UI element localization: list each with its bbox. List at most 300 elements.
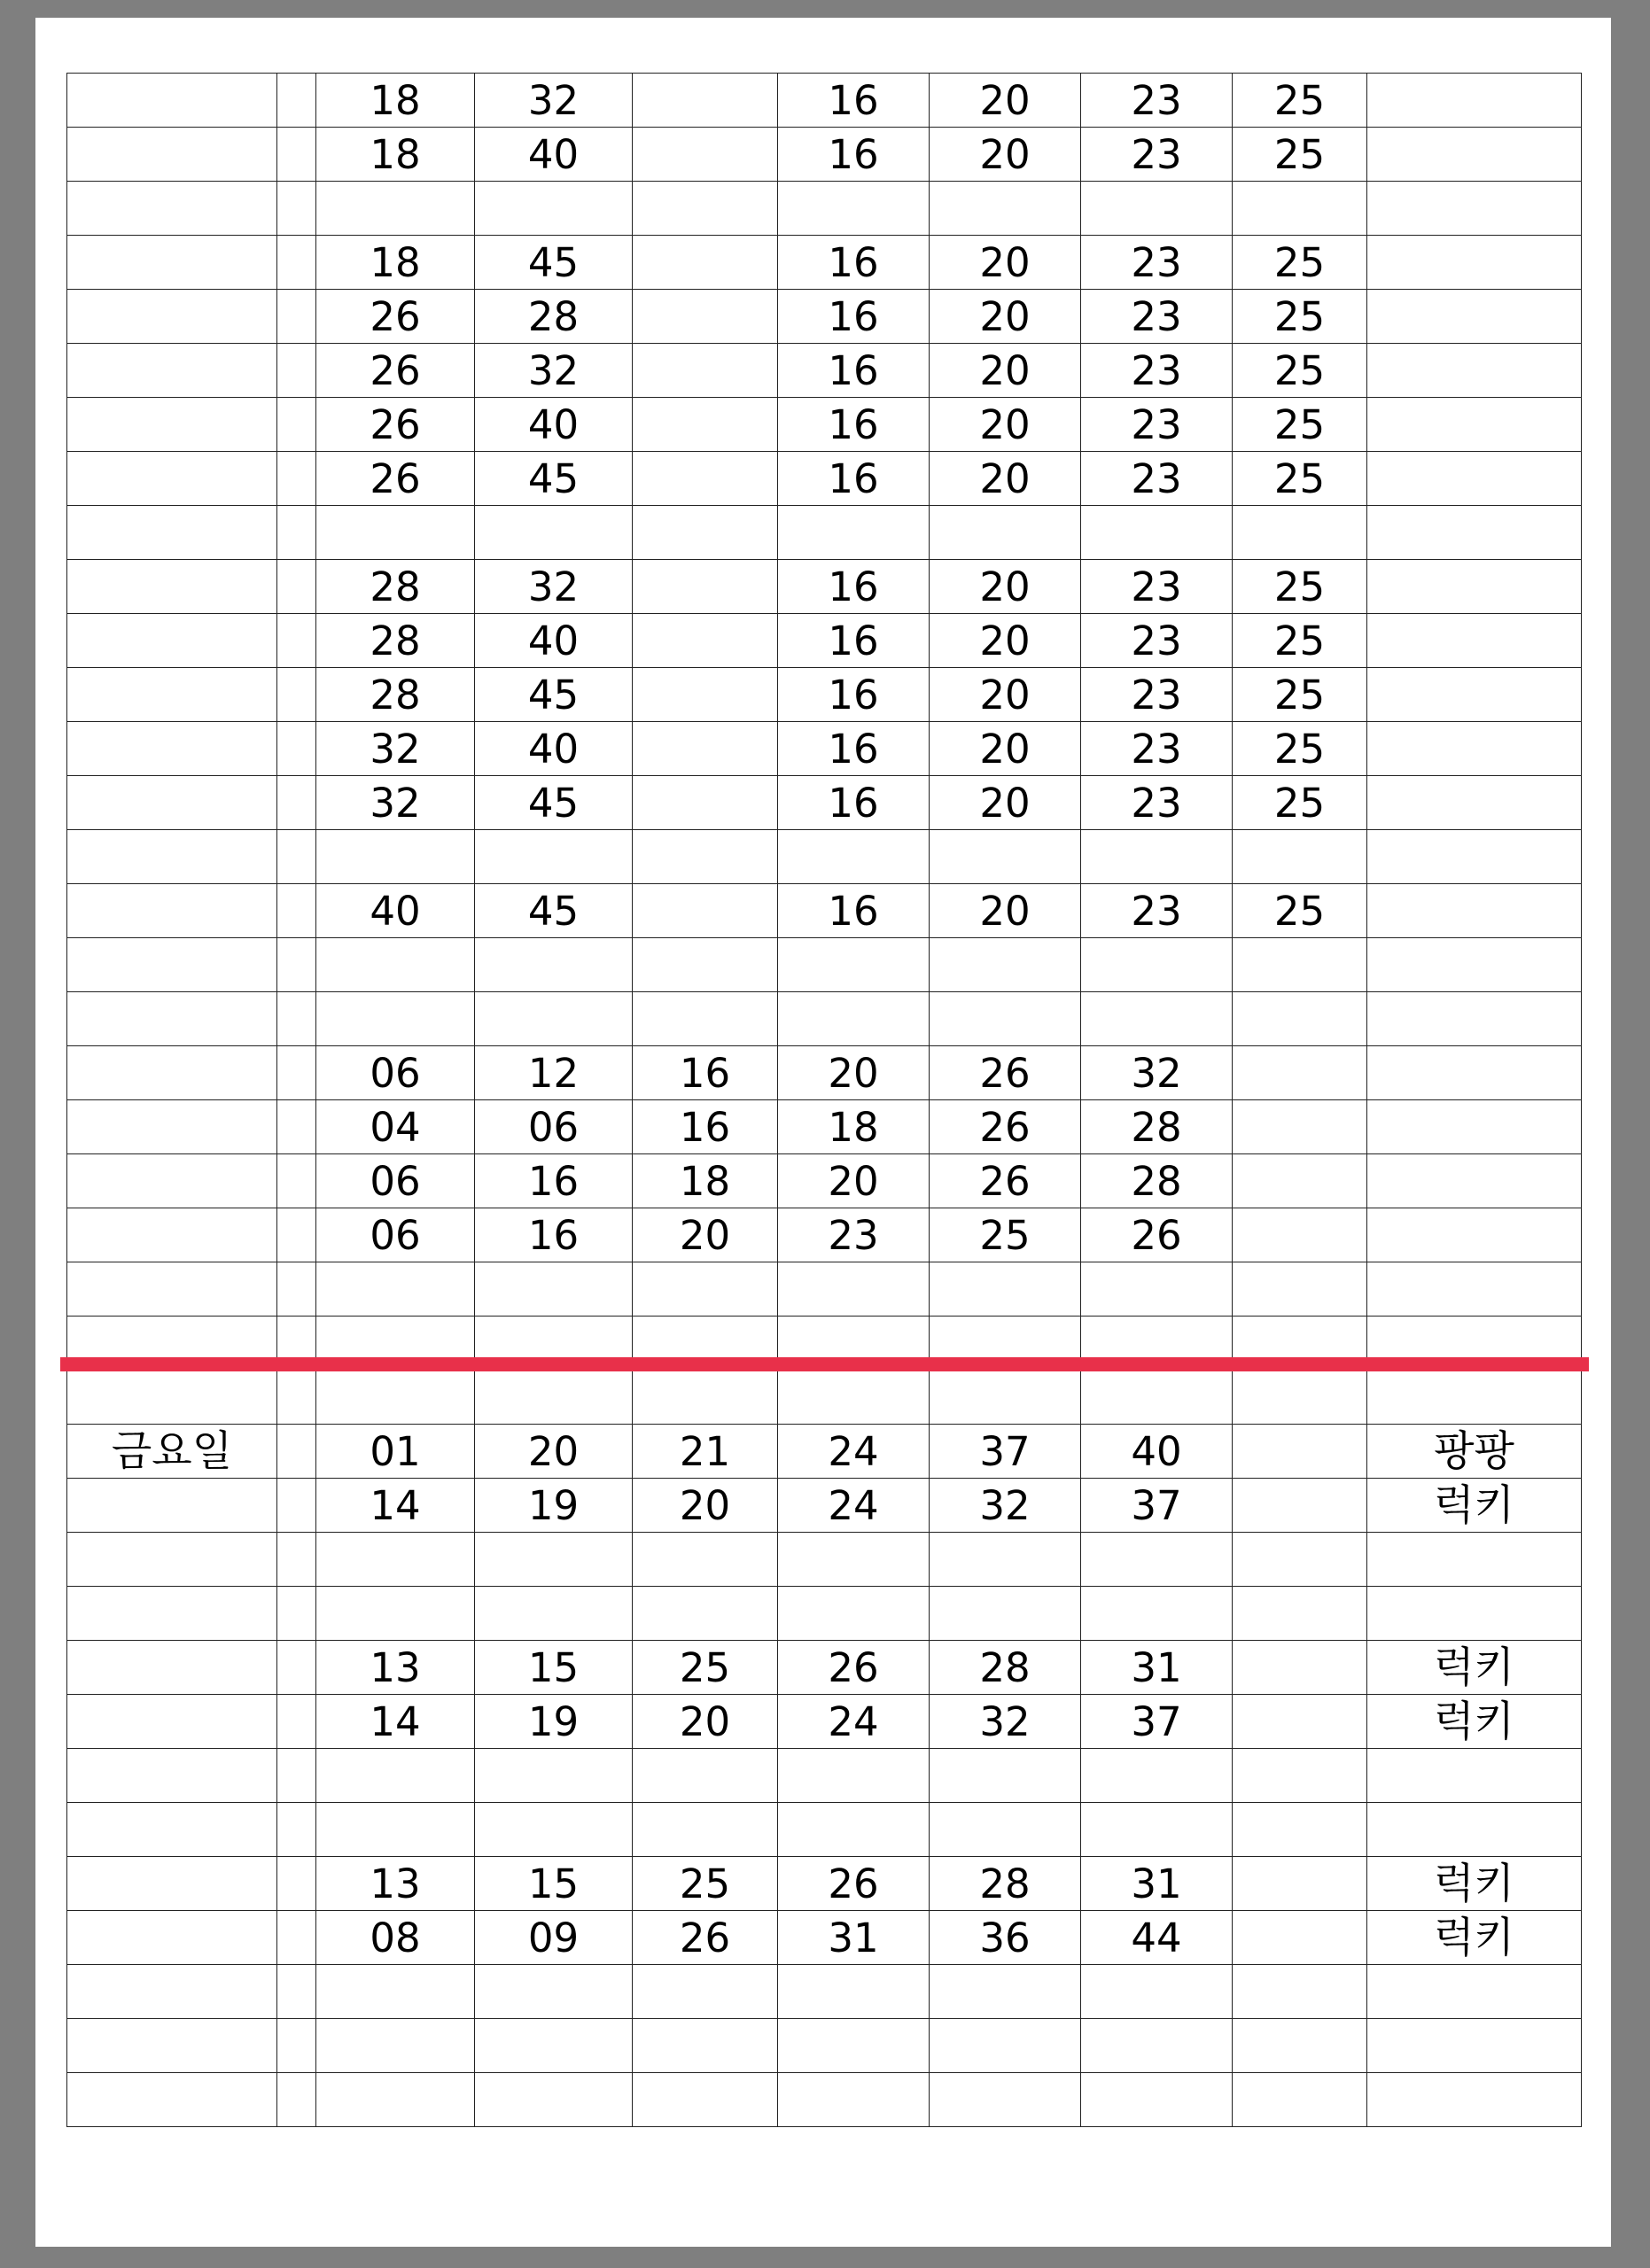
row-label bbox=[67, 884, 277, 938]
number-cell bbox=[930, 2073, 1081, 2127]
number-cell bbox=[633, 938, 778, 992]
table-row bbox=[67, 1208, 1582, 1262]
row-note: 럭키 bbox=[1367, 1641, 1582, 1695]
row-label bbox=[67, 1641, 277, 1695]
row-note bbox=[1367, 668, 1582, 722]
number-cell: 40 bbox=[475, 722, 633, 776]
number-cell: 20 bbox=[930, 776, 1081, 830]
table-row bbox=[67, 452, 1582, 506]
number-cell bbox=[633, 884, 778, 938]
number-cell bbox=[475, 1371, 633, 1425]
spacer-cell bbox=[277, 1857, 316, 1911]
table-row bbox=[67, 992, 1582, 1046]
number-cell bbox=[633, 236, 778, 290]
number-cell: 08 bbox=[316, 1911, 475, 1965]
spacer-cell bbox=[277, 506, 316, 560]
number-cell: 25 bbox=[1233, 614, 1367, 668]
table-row bbox=[67, 1965, 1582, 2019]
number-cell bbox=[475, 2073, 633, 2127]
table-row bbox=[67, 74, 1582, 128]
number-cell: 25 bbox=[1233, 398, 1367, 452]
number-cell bbox=[316, 1587, 475, 1641]
number-cell: 26 bbox=[930, 1046, 1081, 1100]
number-cell bbox=[930, 1965, 1081, 2019]
spacer-cell bbox=[277, 1046, 316, 1100]
number-cell bbox=[633, 1803, 778, 1857]
number-cell bbox=[778, 1262, 930, 1317]
row-note: 럭키 bbox=[1367, 1857, 1582, 1911]
number-cell bbox=[1233, 1587, 1367, 1641]
table-row bbox=[67, 1533, 1582, 1587]
number-cell: 23 bbox=[1081, 560, 1233, 614]
number-cell: 13 bbox=[316, 1857, 475, 1911]
number-cell: 25 bbox=[1233, 128, 1367, 182]
number-cell bbox=[633, 722, 778, 776]
number-cell: 16 bbox=[778, 452, 930, 506]
number-cell: 20 bbox=[930, 128, 1081, 182]
number-cell bbox=[475, 506, 633, 560]
number-cell: 23 bbox=[1081, 884, 1233, 938]
number-cell bbox=[633, 74, 778, 128]
table-row bbox=[67, 1479, 1582, 1533]
number-cell: 28 bbox=[1081, 1154, 1233, 1208]
number-cell bbox=[778, 2073, 930, 2127]
number-cell bbox=[1081, 506, 1233, 560]
number-cell bbox=[475, 938, 633, 992]
spacer-cell bbox=[277, 1100, 316, 1154]
number-cell bbox=[475, 1965, 633, 2019]
number-cell bbox=[316, 1749, 475, 1803]
row-note bbox=[1367, 290, 1582, 344]
row-note bbox=[1367, 74, 1582, 128]
number-cell: 24 bbox=[778, 1425, 930, 1479]
number-cell: 16 bbox=[475, 1208, 633, 1262]
number-cell bbox=[633, 1533, 778, 1587]
row-label bbox=[67, 74, 277, 128]
number-cell: 26 bbox=[316, 290, 475, 344]
table-row bbox=[67, 1154, 1582, 1208]
number-cell bbox=[1233, 992, 1367, 1046]
row-label bbox=[67, 1911, 277, 1965]
number-cell: 44 bbox=[1081, 1911, 1233, 1965]
row-note bbox=[1367, 1965, 1582, 2019]
number-cell bbox=[316, 1533, 475, 1587]
number-cell bbox=[778, 1371, 930, 1425]
number-cell bbox=[1233, 1479, 1367, 1533]
row-note bbox=[1367, 1533, 1582, 1587]
number-cell: 06 bbox=[475, 1100, 633, 1154]
spacer-cell bbox=[277, 884, 316, 938]
spacer-cell bbox=[277, 992, 316, 1046]
number-cell bbox=[633, 128, 778, 182]
number-cell bbox=[1081, 938, 1233, 992]
row-label bbox=[67, 1208, 277, 1262]
table-row bbox=[67, 506, 1582, 560]
row-note: 럭키 bbox=[1367, 1695, 1582, 1749]
number-cell: 45 bbox=[475, 776, 633, 830]
number-cell bbox=[930, 1371, 1081, 1425]
number-cell bbox=[1233, 1749, 1367, 1803]
number-cell: 25 bbox=[1233, 560, 1367, 614]
spacer-cell bbox=[277, 236, 316, 290]
number-cell: 23 bbox=[1081, 668, 1233, 722]
table-row bbox=[67, 1371, 1582, 1425]
row-note bbox=[1367, 398, 1582, 452]
row-note bbox=[1367, 1154, 1582, 1208]
number-cell bbox=[1081, 1587, 1233, 1641]
number-cell: 40 bbox=[475, 398, 633, 452]
number-cell bbox=[1233, 1100, 1367, 1154]
row-label bbox=[67, 1857, 277, 1911]
number-cell: 13 bbox=[316, 1641, 475, 1695]
number-cell: 45 bbox=[475, 884, 633, 938]
row-note bbox=[1367, 1100, 1582, 1154]
number-cell bbox=[1081, 992, 1233, 1046]
row-note bbox=[1367, 884, 1582, 938]
row-note: 팡팡 bbox=[1367, 1425, 1582, 1479]
number-cell: 25 bbox=[1233, 74, 1367, 128]
spacer-cell bbox=[277, 1587, 316, 1641]
number-cell bbox=[475, 182, 633, 236]
number-cell bbox=[778, 992, 930, 1046]
number-cell: 20 bbox=[778, 1154, 930, 1208]
number-cell: 16 bbox=[778, 290, 930, 344]
table-row bbox=[67, 614, 1582, 668]
number-cell bbox=[1233, 1695, 1367, 1749]
number-cell: 31 bbox=[778, 1911, 930, 1965]
number-cell: 20 bbox=[930, 398, 1081, 452]
row-note bbox=[1367, 2073, 1582, 2127]
spacer-cell bbox=[277, 74, 316, 128]
number-cell bbox=[475, 2019, 633, 2073]
row-label: 금요일 bbox=[67, 1425, 277, 1479]
number-cell bbox=[633, 344, 778, 398]
number-cell bbox=[1233, 1046, 1367, 1100]
number-cell bbox=[778, 1587, 930, 1641]
number-cell: 32 bbox=[475, 74, 633, 128]
number-cell: 23 bbox=[1081, 74, 1233, 128]
row-label bbox=[67, 938, 277, 992]
row-label bbox=[67, 1100, 277, 1154]
spacer-cell bbox=[277, 938, 316, 992]
number-cell: 26 bbox=[316, 398, 475, 452]
table-row bbox=[67, 1857, 1582, 1911]
number-cell: 25 bbox=[1233, 722, 1367, 776]
spacer-cell bbox=[277, 722, 316, 776]
number-cell: 32 bbox=[316, 776, 475, 830]
number-cell bbox=[1233, 1371, 1367, 1425]
number-cell bbox=[633, 452, 778, 506]
number-cell: 20 bbox=[930, 344, 1081, 398]
number-cell bbox=[633, 560, 778, 614]
spacer-cell bbox=[277, 1371, 316, 1425]
number-cell: 16 bbox=[778, 668, 930, 722]
row-label bbox=[67, 2019, 277, 2073]
section-divider bbox=[60, 1357, 1589, 1371]
row-note bbox=[1367, 830, 1582, 884]
number-cell bbox=[1233, 1154, 1367, 1208]
number-cell: 20 bbox=[930, 452, 1081, 506]
number-cell: 20 bbox=[633, 1208, 778, 1262]
number-cell: 23 bbox=[1081, 398, 1233, 452]
number-cell bbox=[1233, 182, 1367, 236]
number-cell bbox=[316, 506, 475, 560]
number-cell: 40 bbox=[475, 128, 633, 182]
row-label bbox=[67, 398, 277, 452]
spacer-cell bbox=[277, 182, 316, 236]
number-cell bbox=[1233, 1911, 1367, 1965]
table-row bbox=[67, 1749, 1582, 1803]
row-note bbox=[1367, 1046, 1582, 1100]
number-cell: 16 bbox=[778, 884, 930, 938]
number-cell bbox=[633, 506, 778, 560]
row-note bbox=[1367, 776, 1582, 830]
number-cell: 31 bbox=[1081, 1641, 1233, 1695]
spacer-cell bbox=[277, 560, 316, 614]
row-label bbox=[67, 344, 277, 398]
table-row bbox=[67, 830, 1582, 884]
number-cell: 14 bbox=[316, 1479, 475, 1533]
number-cell bbox=[1233, 1208, 1367, 1262]
number-cell bbox=[633, 1587, 778, 1641]
number-cell bbox=[633, 1371, 778, 1425]
number-cell: 25 bbox=[930, 1208, 1081, 1262]
number-cell: 20 bbox=[930, 290, 1081, 344]
spacer-cell bbox=[277, 1262, 316, 1317]
spacer-cell bbox=[277, 1479, 316, 1533]
spacer-cell bbox=[277, 2019, 316, 2073]
row-note bbox=[1367, 1371, 1582, 1425]
number-cell bbox=[475, 1533, 633, 1587]
number-cell bbox=[316, 2019, 475, 2073]
number-cell bbox=[1233, 506, 1367, 560]
row-label bbox=[67, 236, 277, 290]
spacer-cell bbox=[277, 614, 316, 668]
row-label bbox=[67, 722, 277, 776]
row-note bbox=[1367, 1587, 1582, 1641]
number-cell bbox=[778, 1965, 930, 2019]
spacer-cell bbox=[277, 1425, 316, 1479]
spacer-cell bbox=[277, 1695, 316, 1749]
spacer-cell bbox=[277, 1749, 316, 1803]
number-cell: 01 bbox=[316, 1425, 475, 1479]
number-cell: 37 bbox=[1081, 1695, 1233, 1749]
row-label bbox=[67, 1695, 277, 1749]
number-cell: 16 bbox=[633, 1100, 778, 1154]
number-cell bbox=[930, 938, 1081, 992]
row-note bbox=[1367, 506, 1582, 560]
table-row bbox=[67, 2019, 1582, 2073]
number-cell bbox=[1233, 1965, 1367, 2019]
number-cell: 23 bbox=[1081, 722, 1233, 776]
number-cell: 16 bbox=[475, 1154, 633, 1208]
number-cell bbox=[1233, 2019, 1367, 2073]
number-cell bbox=[475, 1749, 633, 1803]
spacer-cell bbox=[277, 830, 316, 884]
number-cell bbox=[633, 290, 778, 344]
number-cell: 32 bbox=[475, 344, 633, 398]
number-cell: 21 bbox=[633, 1425, 778, 1479]
number-cell bbox=[778, 182, 930, 236]
row-note bbox=[1367, 992, 1582, 1046]
number-cell bbox=[930, 1749, 1081, 1803]
table-row bbox=[67, 722, 1582, 776]
row-label bbox=[67, 1749, 277, 1803]
row-label bbox=[67, 776, 277, 830]
number-cell: 20 bbox=[633, 1695, 778, 1749]
row-label bbox=[67, 452, 277, 506]
number-cell bbox=[633, 776, 778, 830]
number-cell bbox=[1233, 1641, 1367, 1695]
row-label bbox=[67, 1965, 277, 2019]
number-cell bbox=[1233, 1425, 1367, 1479]
number-cell: 14 bbox=[316, 1695, 475, 1749]
spacer-cell bbox=[277, 668, 316, 722]
row-note: 럭키 bbox=[1367, 1479, 1582, 1533]
number-cell bbox=[633, 1965, 778, 2019]
table-row bbox=[67, 1046, 1582, 1100]
number-cell: 16 bbox=[778, 560, 930, 614]
number-cell: 26 bbox=[778, 1857, 930, 1911]
number-cell: 23 bbox=[1081, 344, 1233, 398]
number-cell bbox=[475, 830, 633, 884]
spacer-cell bbox=[277, 1911, 316, 1965]
row-note bbox=[1367, 128, 1582, 182]
row-label bbox=[67, 1479, 277, 1533]
spacer-cell bbox=[277, 1641, 316, 1695]
row-note bbox=[1367, 2019, 1582, 2073]
row-label bbox=[67, 560, 277, 614]
number-cell: 31 bbox=[1081, 1857, 1233, 1911]
table-row bbox=[67, 668, 1582, 722]
number-cell: 25 bbox=[633, 1641, 778, 1695]
number-cell bbox=[1233, 1803, 1367, 1857]
number-cell bbox=[930, 992, 1081, 1046]
number-cell: 25 bbox=[1233, 884, 1367, 938]
number-cell: 16 bbox=[778, 398, 930, 452]
number-cell bbox=[316, 1371, 475, 1425]
number-cell: 19 bbox=[475, 1479, 633, 1533]
number-cell bbox=[930, 2019, 1081, 2073]
number-cell: 16 bbox=[778, 236, 930, 290]
row-label bbox=[67, 614, 277, 668]
number-cell: 18 bbox=[633, 1154, 778, 1208]
table-row bbox=[67, 884, 1582, 938]
spacer-cell bbox=[277, 452, 316, 506]
number-cell: 20 bbox=[930, 560, 1081, 614]
number-cell: 28 bbox=[930, 1857, 1081, 1911]
number-cell: 26 bbox=[778, 1641, 930, 1695]
number-cell bbox=[930, 1587, 1081, 1641]
row-note bbox=[1367, 614, 1582, 668]
number-cell bbox=[316, 2073, 475, 2127]
row-label bbox=[67, 506, 277, 560]
number-cell: 18 bbox=[778, 1100, 930, 1154]
row-label bbox=[67, 1533, 277, 1587]
spacer-cell bbox=[277, 398, 316, 452]
number-cell bbox=[475, 1803, 633, 1857]
number-cell: 25 bbox=[1233, 290, 1367, 344]
row-note bbox=[1367, 560, 1582, 614]
number-cell bbox=[633, 992, 778, 1046]
number-cell: 26 bbox=[316, 452, 475, 506]
number-cell: 20 bbox=[778, 1046, 930, 1100]
number-cell bbox=[1081, 1965, 1233, 2019]
number-cell bbox=[778, 938, 930, 992]
table-row bbox=[67, 398, 1582, 452]
number-cell: 16 bbox=[778, 74, 930, 128]
number-cell bbox=[1081, 2019, 1233, 2073]
number-cell: 32 bbox=[475, 560, 633, 614]
table-row bbox=[67, 938, 1582, 992]
row-label bbox=[67, 1262, 277, 1317]
number-cell bbox=[1081, 1803, 1233, 1857]
spacer-cell bbox=[277, 1208, 316, 1262]
number-cell: 28 bbox=[316, 614, 475, 668]
number-cell: 37 bbox=[1081, 1479, 1233, 1533]
number-cell: 20 bbox=[475, 1425, 633, 1479]
number-cell bbox=[930, 1803, 1081, 1857]
row-note bbox=[1367, 938, 1582, 992]
number-cell: 25 bbox=[633, 1857, 778, 1911]
number-cell bbox=[633, 182, 778, 236]
number-cell: 23 bbox=[1081, 236, 1233, 290]
number-cell bbox=[316, 182, 475, 236]
table-row bbox=[67, 1262, 1582, 1317]
spacer-cell bbox=[277, 1154, 316, 1208]
spacer-cell bbox=[277, 290, 316, 344]
number-cell: 16 bbox=[633, 1046, 778, 1100]
number-cell: 09 bbox=[475, 1911, 633, 1965]
number-cell: 26 bbox=[1081, 1208, 1233, 1262]
number-cell: 25 bbox=[1233, 236, 1367, 290]
number-cell: 23 bbox=[1081, 290, 1233, 344]
number-cell: 45 bbox=[475, 236, 633, 290]
number-cell bbox=[1233, 830, 1367, 884]
row-label bbox=[67, 992, 277, 1046]
number-cell: 06 bbox=[316, 1046, 475, 1100]
number-cell bbox=[1081, 1749, 1233, 1803]
number-cell: 40 bbox=[316, 884, 475, 938]
number-cell bbox=[633, 614, 778, 668]
number-cell: 28 bbox=[316, 560, 475, 614]
table-row bbox=[67, 1803, 1582, 1857]
table-row bbox=[67, 182, 1582, 236]
row-label bbox=[67, 2073, 277, 2127]
number-cell: 23 bbox=[1081, 452, 1233, 506]
number-cell bbox=[633, 398, 778, 452]
number-cell: 19 bbox=[475, 1695, 633, 1749]
number-cell: 25 bbox=[1233, 776, 1367, 830]
table-row bbox=[67, 776, 1582, 830]
number-cell: 32 bbox=[930, 1479, 1081, 1533]
number-cell: 32 bbox=[930, 1695, 1081, 1749]
table-row bbox=[67, 1587, 1582, 1641]
number-cell: 28 bbox=[1081, 1100, 1233, 1154]
row-note: 럭키 bbox=[1367, 1911, 1582, 1965]
number-cell: 20 bbox=[930, 668, 1081, 722]
number-cell: 18 bbox=[316, 128, 475, 182]
row-label bbox=[67, 182, 277, 236]
number-cell bbox=[1081, 182, 1233, 236]
number-cell: 45 bbox=[475, 452, 633, 506]
number-cell bbox=[633, 1749, 778, 1803]
row-label bbox=[67, 668, 277, 722]
spacer-cell bbox=[277, 2073, 316, 2127]
number-cell bbox=[1081, 830, 1233, 884]
number-cell: 25 bbox=[1233, 344, 1367, 398]
number-cell bbox=[1233, 938, 1367, 992]
